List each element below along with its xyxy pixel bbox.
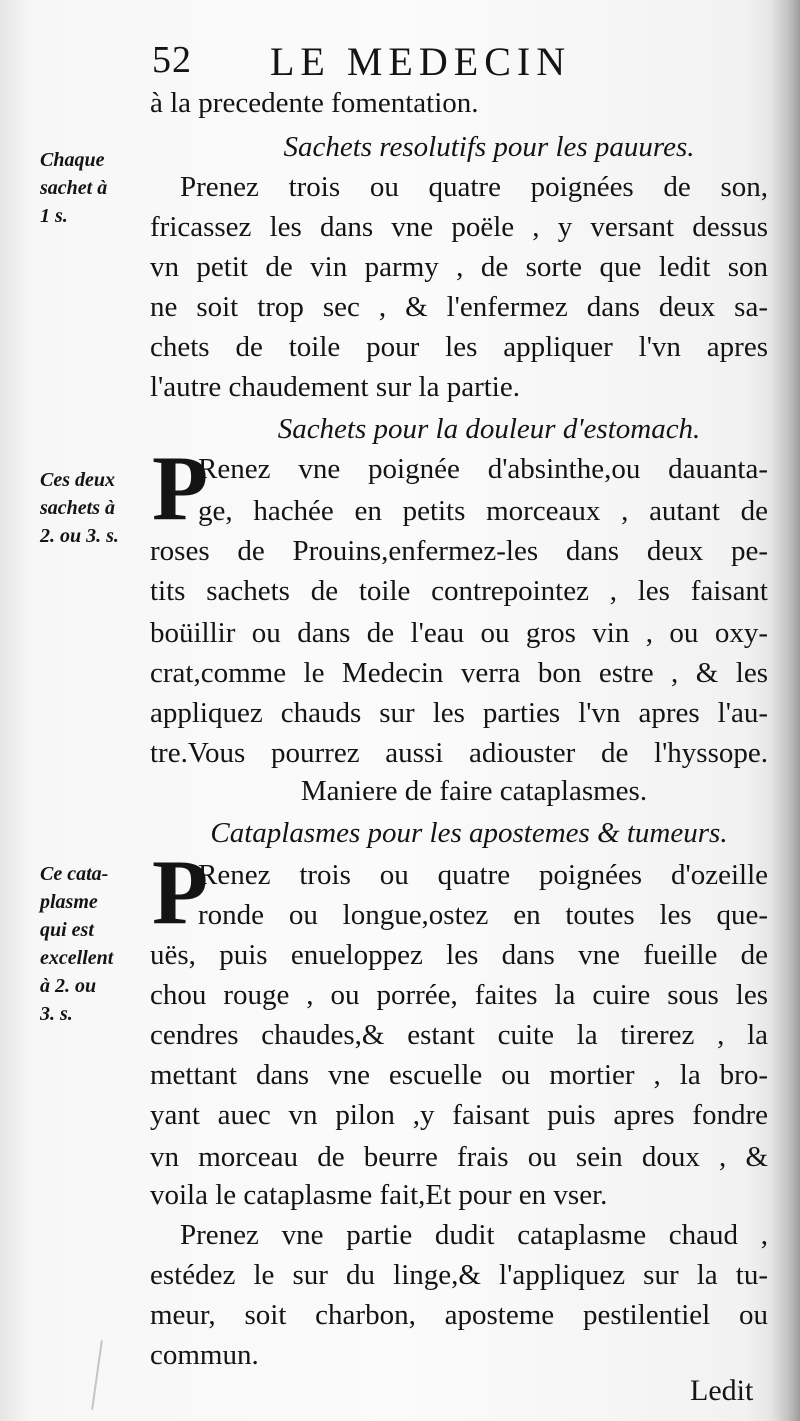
- text-line: l'autre chaudement sur la partie.: [150, 371, 520, 403]
- text-line: tits sachets de toile contrepointez , les faisant: [150, 575, 768, 607]
- margin-note-line: sachet à: [40, 177, 108, 199]
- text-line: ne soit trop sec , & l'enfermez dans deux sa-: [150, 291, 768, 323]
- text-line: Renez trois ou quatre poignées d'ozeille: [198, 859, 768, 891]
- text-line: chou rouge , ou porrée, faites la cuire sous les: [150, 979, 768, 1011]
- margin-note-line: excellent: [40, 947, 114, 969]
- text-line: roses de Prouins,enfermez-les dans deux pe-: [150, 535, 768, 567]
- catchword: Ledit: [690, 1374, 754, 1407]
- section-heading: Sachets resolutifs pour les pauures.: [283, 131, 695, 163]
- text-line: ge, hachée en petits morceaux , autant de: [198, 495, 768, 527]
- text-line: yant auec vn pilon ,y faisant puis apres fondre: [150, 1099, 768, 1131]
- drop-cap: P: [152, 437, 209, 539]
- margin-note-line: 3. s.: [40, 1003, 73, 1025]
- text-line: à la precedente fomentation.: [150, 87, 479, 119]
- text-line: voila le cataplasme fait,Et pour en vser.: [150, 1179, 608, 1211]
- text-line: estédez le sur du linge,& l'appliquez sur la tu-: [150, 1259, 768, 1291]
- drop-cap: P: [152, 841, 209, 943]
- margin-note-2: [40, 466, 150, 550]
- margin-note-line: Chaque: [40, 149, 105, 171]
- margin-note-line: Ce cata-: [40, 863, 109, 885]
- text-line: meur, soit charbon, aposteme pestilentiel ou: [150, 1299, 768, 1331]
- text-line: vn petit de vin parmy , de sorte que ledit son: [150, 251, 768, 283]
- text-line: mettant dans vne escuelle ou mortier , la bro-: [150, 1059, 768, 1091]
- margin-note-line: plasme: [40, 891, 98, 913]
- page-number: 52: [152, 39, 192, 81]
- margin-note-line: à 2. ou: [40, 975, 97, 997]
- margin-note-line: 1 s.: [40, 205, 68, 227]
- text-line: fricassez les dans vne poële , y versant dessus: [150, 211, 768, 243]
- text-line: Renez vne poignée d'absinthe,ou dauanta-: [198, 453, 768, 485]
- margin-note-line: Ces deux: [40, 469, 115, 491]
- margin-note-3: [40, 860, 150, 1028]
- page-edge-shadow: [770, 0, 800, 1421]
- text-line: ronde ou longue,ostez en toutes les que-: [198, 899, 768, 931]
- text-line: commun.: [150, 1339, 259, 1371]
- text-line: boüillir ou dans de l'eau ou gros vin , ou oxy-: [150, 617, 768, 649]
- text-line: tre.Vous pourrez aussi adiouster de l'hyssope.: [150, 737, 768, 769]
- margin-note-line: 2. ou 3. s.: [40, 525, 119, 547]
- text-line: crat,comme le Medecin verra bon estre , & les: [150, 657, 768, 689]
- section-heading: Sachets pour la douleur d'estomach.: [277, 413, 701, 445]
- page-header: [150, 38, 770, 88]
- text-line: chets de toile pour les appliquer l'vn apres: [150, 331, 768, 363]
- text-line: vn morceau de beurre frais ou sein doux , &: [150, 1141, 768, 1173]
- margin-note-line: qui est: [40, 919, 94, 941]
- text-line: uës, puis enueloppez les dans vne fueille de: [150, 939, 768, 971]
- text-line: appliquez chauds sur les parties l'vn apres l'au-: [150, 697, 768, 729]
- text-line: Prenez vne partie dudit cataplasme chaud ,: [180, 1219, 768, 1251]
- margin-note-1: [40, 146, 150, 230]
- running-head: LE MEDECIN: [270, 39, 572, 84]
- section-heading: Maniere de faire cataplasmes.: [300, 775, 648, 807]
- section-heading: Cataplasmes pour les apostemes & tumeurs.: [210, 817, 728, 849]
- text-line: Prenez trois ou quatre poignées de son,: [180, 171, 768, 203]
- paper-crease: [91, 1340, 103, 1410]
- margin-note-line: sachets à: [40, 497, 115, 519]
- text-line: cendres chaudes,& estant cuite la tirerez , la: [150, 1019, 768, 1051]
